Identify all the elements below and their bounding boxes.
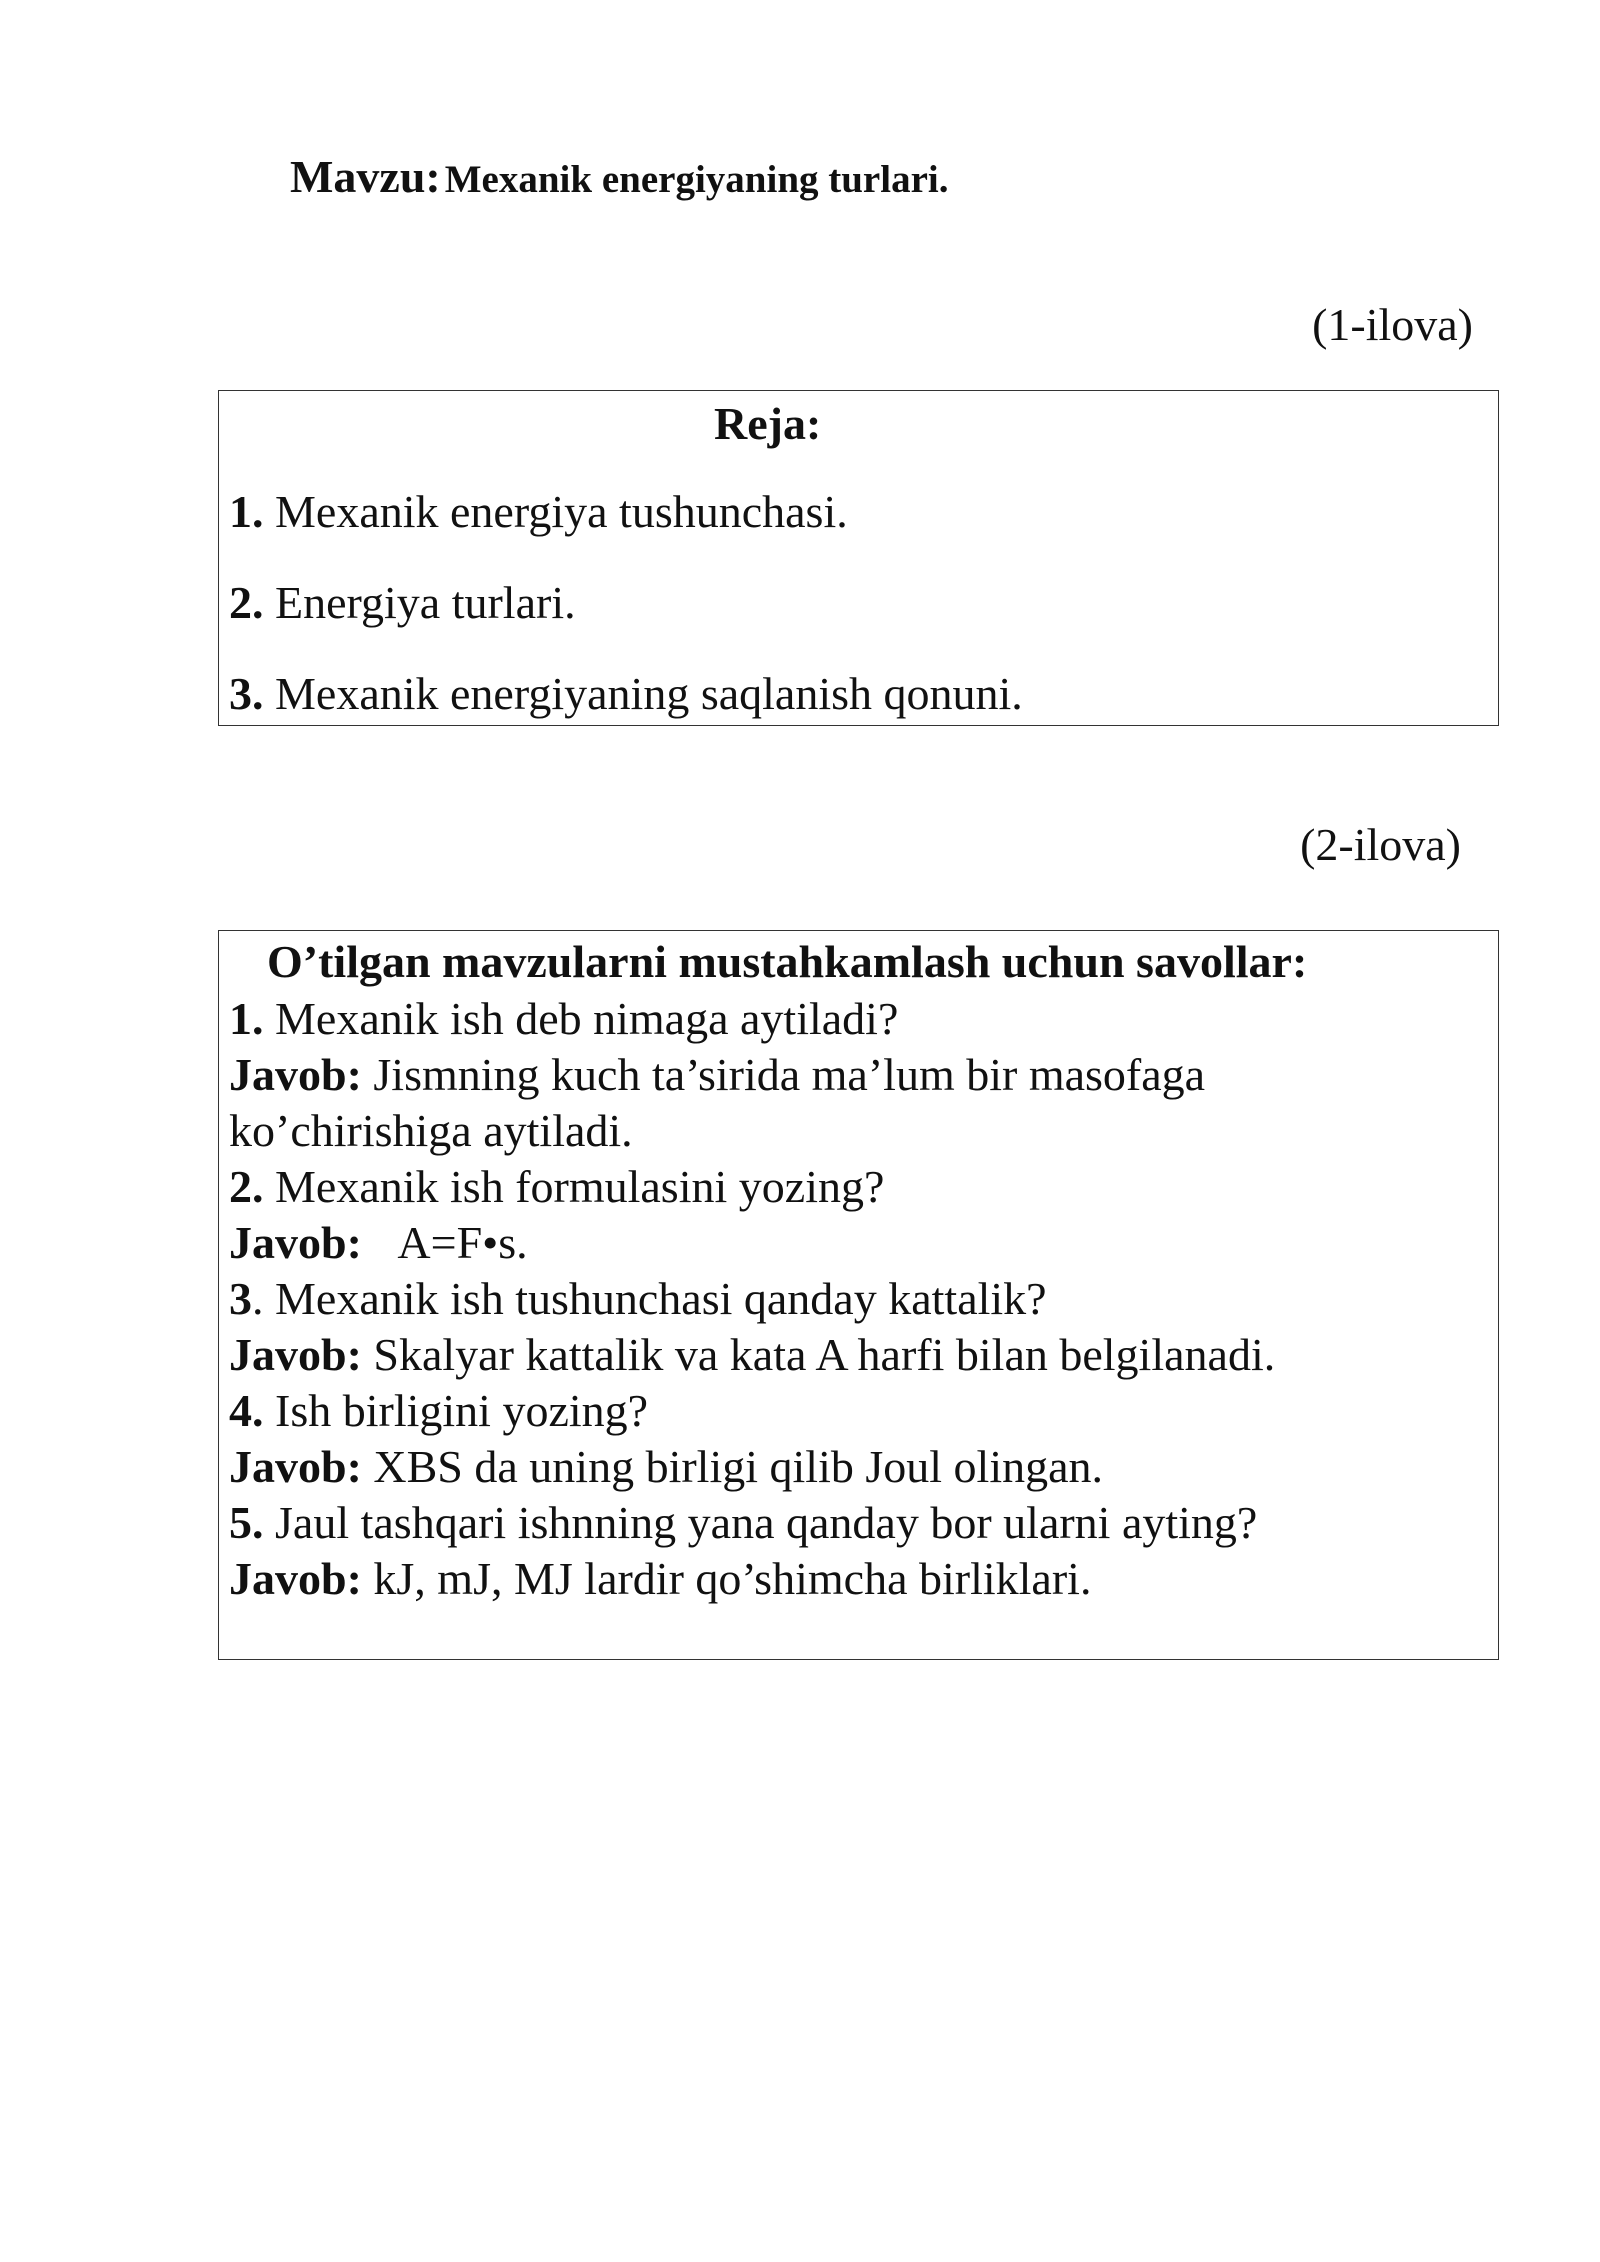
plan-item-3 bbox=[229, 667, 1023, 720]
question-5 bbox=[229, 1495, 1275, 1551]
questions-box bbox=[218, 930, 1499, 1660]
question-text: Mexanik ish formulasini yozing? bbox=[275, 1161, 885, 1212]
appendix-2-label: (2-ilova) bbox=[1300, 819, 1461, 870]
answer-label: Javob: bbox=[229, 1329, 362, 1380]
question-4 bbox=[229, 1383, 1275, 1439]
plan-item-number: 2. bbox=[229, 577, 264, 628]
question-text: Mexanik ish deb nimaga aytiladi? bbox=[275, 993, 899, 1044]
question-number: 3 bbox=[229, 1273, 252, 1324]
question-1 bbox=[229, 991, 1275, 1047]
plan-item-text: Mexanik energiyaning saqlanish qonuni. bbox=[275, 668, 1023, 719]
question-number: 2. bbox=[229, 1161, 264, 1212]
question-text: Ish birligini yozing? bbox=[275, 1385, 649, 1436]
answer-5 bbox=[229, 1551, 1275, 1607]
topic-heading bbox=[290, 150, 948, 203]
answer-label: Javob: bbox=[229, 1441, 362, 1492]
plan-item-text: Mexanik energiya tushunchasi. bbox=[275, 486, 848, 537]
answer-text: kJ, mJ, MJ lardir qo’shimcha birliklari. bbox=[373, 1553, 1092, 1604]
appendix-1-label: (1-ilova) bbox=[1312, 299, 1473, 350]
plan-item-text: Energiya turlari. bbox=[275, 577, 576, 628]
question-number: 4. bbox=[229, 1385, 264, 1436]
question-text: Jaul tashqari ishnning yana qanday bor ularni ayting? bbox=[275, 1497, 1258, 1548]
plan-item-number: 3. bbox=[229, 668, 264, 719]
answer-text: Skalyar kattalik va kata A harfi bilan belgilanadi. bbox=[373, 1329, 1276, 1380]
answer-label: Javob: bbox=[229, 1049, 362, 1100]
answer-label: Javob: bbox=[229, 1217, 362, 1268]
answer-1-continued: ko’chirishiga aytiladi. bbox=[229, 1105, 633, 1156]
question-2 bbox=[229, 1159, 1275, 1215]
plan-box bbox=[218, 390, 1499, 726]
question-number: 5. bbox=[229, 1497, 264, 1548]
topic-label: Mavzu: bbox=[290, 151, 441, 202]
answer-1 bbox=[229, 1047, 1275, 1103]
answer-formula: A=F•s. bbox=[397, 1217, 528, 1268]
answer-2 bbox=[229, 1215, 1275, 1271]
plan-item-1 bbox=[229, 485, 848, 538]
answer-4 bbox=[229, 1439, 1275, 1495]
answer-text: XBS da uning birligi qilib Joul olingan. bbox=[373, 1441, 1104, 1492]
topic-title: Mexanik energiyaning turlari. bbox=[444, 158, 949, 201]
questions-title: O’tilgan mavzularni mustahkamlash uchun savollar: bbox=[267, 936, 1308, 987]
question-number: 1. bbox=[229, 993, 264, 1044]
plan-item-2 bbox=[229, 576, 576, 629]
answer-label: Javob: bbox=[229, 1553, 362, 1604]
answer-text: Jismning kuch ta’sirida ma’lum bir masofaga bbox=[373, 1049, 1206, 1100]
plan-item-number: 1. bbox=[229, 486, 264, 537]
plan-title: Reja: bbox=[714, 398, 822, 449]
question-text: . Mexanik ish tushunchasi qanday kattalik? bbox=[252, 1273, 1047, 1324]
question-3 bbox=[229, 1271, 1275, 1327]
questions-list bbox=[229, 991, 1275, 1607]
answer-3 bbox=[229, 1327, 1275, 1383]
